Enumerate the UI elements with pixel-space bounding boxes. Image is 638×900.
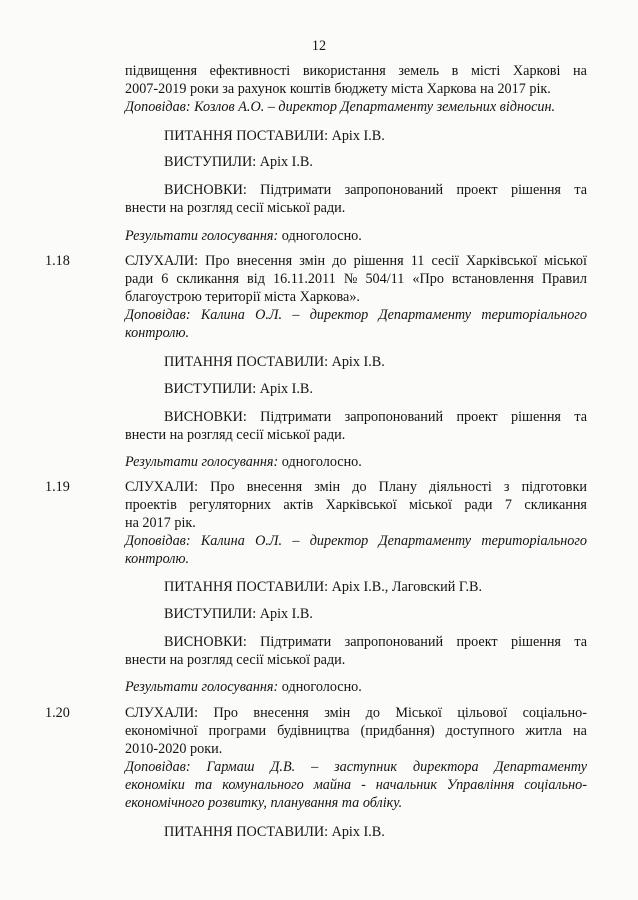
word: проект [456,409,498,425]
item-heard-line1 [125,480,587,494]
word: територіального [481,307,587,323]
item-heard-line3: на 2017 рік. [125,515,196,531]
item-reporter-line2 [125,778,587,792]
word: рішення [510,634,561,650]
word: комунального [222,777,304,793]
word: та [574,182,587,198]
word: внесення [253,705,309,721]
item-conclusions-line1 [164,635,587,649]
word: - [361,777,366,793]
word: Харківської [325,497,397,513]
word: Міської [395,705,442,721]
word: від [247,271,265,287]
vote-label: Результати голосування: [125,679,279,695]
word: внесення [236,253,293,269]
item-conclusions-line2: внести на розгляд сесії міської ради. [125,652,346,668]
word: змін [314,479,341,495]
item-conclusions-line2: внести на розгляд сесії міської ради. [125,427,346,443]
word: – [311,759,319,775]
word: СЛУХАЛИ: [125,253,199,269]
word: директора [412,759,479,775]
item-vote [125,455,362,469]
word: Калина [200,533,245,549]
word: підготовки [521,479,587,495]
word: будівництва [277,723,350,739]
item-questions: ПИТАННЯ ПОСТАВИЛИ: Аріх І.В., Лаговский Г.В. [164,579,483,595]
item-heard-line2 [125,498,587,512]
word: СЛУХАЛИ: [125,705,199,721]
word: Плану [378,479,417,495]
word: та [574,634,587,650]
word: та [574,409,587,425]
word: до [352,479,367,495]
word: на [573,63,587,79]
word: Харкові [512,63,561,79]
word: скликання [524,497,587,513]
intro-speakers: ВИСТУПИЛИ: Аріх І.В. [164,154,313,170]
item-reporter-line2: контролю. [125,551,190,567]
word: соціально- [522,705,587,721]
word: – [292,533,300,549]
intro-questions: ПИТАННЯ ПОСТАВИЛИ: Аріх І.В. [164,128,385,144]
word: скликання [176,271,239,287]
word: міської [544,253,587,269]
word: Калина [200,307,245,323]
vote-result: одноголосно. [278,454,362,470]
word: Харківської [465,253,537,269]
word: доступного [445,723,515,739]
item-reporter-line3: економічного розвитку, планування та обліку. [125,795,403,811]
word: № [343,271,358,287]
word: актів [283,497,314,513]
word: Підтримати [260,634,332,650]
word: СЛУХАЛИ: [125,479,199,495]
word: «Про [412,271,444,287]
word: О.Л. [255,307,283,323]
word: 6 [161,271,169,287]
item-heard-line1 [125,254,587,268]
intro-text-line1 [125,64,587,78]
item-number: 1.19 [45,479,70,495]
word: – [292,307,300,323]
intro-reporter: Доповідав: Козлов А.О. – директор Департаменту земельних відносин. [125,99,556,115]
word: цільової [457,705,508,721]
word: Департаменту [378,533,472,549]
word: програми [208,723,267,739]
word: Підтримати [260,182,332,198]
word: з [503,479,510,495]
item-reporter-line1 [125,534,587,548]
word: запропонований [344,634,444,650]
word: на [573,723,587,739]
word: Управління [446,777,515,793]
word: рішення [510,409,561,425]
page-number: 12 [311,38,327,54]
word: проектів [125,497,177,513]
item-conclusions-line1 [164,410,587,424]
word: соціально- [524,777,587,793]
item-heard-line3: благоустрою території міста Харкова». [125,289,360,305]
word: в [451,63,459,79]
word: до [332,253,347,269]
word: Правил [541,271,587,287]
word: сесії [431,253,459,269]
item-heard-line2 [125,724,587,738]
word: ВИСНОВКИ: [164,409,247,425]
word: до [365,705,380,721]
word: Про [213,705,238,721]
word: використання [302,63,386,79]
word: О.Л. [255,533,283,549]
word: місті [470,63,501,79]
word: встановлення [451,271,534,287]
word: житла [525,723,563,739]
word: регуляторних [189,497,271,513]
word: та [194,777,213,793]
word: економічної [125,723,198,739]
word: проект [456,634,498,650]
item-reporter-line1 [125,308,587,322]
item-questions: ПИТАННЯ ПОСТАВИЛИ: Аріх І.В. [164,824,385,840]
word: запропонований [344,409,444,425]
word: заступник [334,759,398,775]
word: Гармаш [206,759,255,775]
word: Доповідав: [125,533,191,549]
word: Про [205,253,230,269]
word: економіки [125,777,185,793]
word: ВИСНОВКИ: [164,182,247,198]
item-number: 1.20 [45,705,70,721]
vote-label: Результати голосування: [125,228,279,244]
word: 11 [410,253,425,269]
word: директор [309,307,369,323]
item-heard-line3: 2010-2020 роки. [125,741,223,757]
word: Доповідав: [125,759,191,775]
word: Доповідав: [125,307,191,323]
item-heard-line1 [125,706,587,720]
word: директор [309,533,369,549]
word: 16.11.2011 [272,271,336,287]
word: Підтримати [260,409,332,425]
word: ВИСНОВКИ: [164,634,247,650]
word: ради [464,497,493,513]
item-number: 1.18 [45,253,70,269]
word: діяльності [429,479,492,495]
word: ради [125,271,154,287]
intro-conclusions-line2: внести на розгляд сесії міської ради. [125,200,346,216]
word: Про [210,479,235,495]
word: міської [409,497,452,513]
word: (придбання) [360,723,435,739]
word: майна [313,777,352,793]
word: підвищення [125,63,197,79]
word: рішення [353,253,404,269]
word: ефективності [209,63,291,79]
word: запропонований [344,182,444,198]
item-heard-line2 [125,272,587,286]
word: 7 [504,497,513,513]
word: земель [398,63,440,79]
word: територіального [481,533,587,549]
word: змін [324,705,351,721]
word: Департаменту [378,307,472,323]
vote-result: одноголосно. [278,679,362,695]
item-reporter-line2: контролю. [125,325,190,341]
word: рішення [510,182,561,198]
item-speakers: ВИСТУПИЛИ: Аріх І.В. [164,606,313,622]
item-reporter-line1 [125,760,587,774]
vote-label: Результати голосування: [125,454,279,470]
word: змін [299,253,326,269]
word: Д.В. [270,759,296,775]
intro-vote [125,229,362,243]
word: 504/11 [365,271,405,287]
vote-result: одноголосно. [278,228,362,244]
item-questions: ПИТАННЯ ПОСТАВИЛИ: Аріх І.В. [164,354,385,370]
intro-conclusions-line1 [164,183,587,197]
word: внесення [246,479,303,495]
word: Департаменту [494,759,587,775]
item-speakers: ВИСТУПИЛИ: Аріх І.В. [164,381,313,397]
word: проект [456,182,498,198]
item-vote [125,680,362,694]
intro-text-line2: 2007-2019 роки за рахунок коштів бюджету міста Харкова на 2017 рік. [125,81,551,97]
word: начальник [375,777,437,793]
